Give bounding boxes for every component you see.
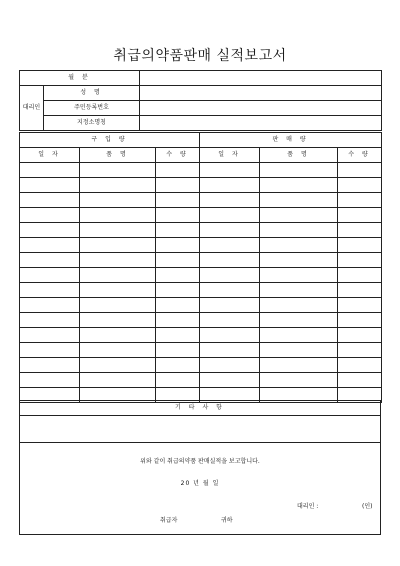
table-row (20, 178, 382, 193)
table-cell[interactable] (20, 178, 80, 193)
table-row (20, 343, 382, 358)
table-row (20, 208, 382, 223)
table-cell[interactable] (260, 178, 338, 193)
table-cell[interactable] (338, 298, 382, 313)
table-cell[interactable] (338, 223, 382, 238)
table-cell[interactable] (338, 313, 382, 328)
table-cell[interactable] (20, 358, 80, 373)
table-cell[interactable] (200, 343, 260, 358)
table-cell[interactable] (156, 298, 200, 313)
table-row (20, 298, 382, 313)
table-row (20, 283, 382, 298)
table-cell[interactable] (156, 253, 200, 268)
table-cell[interactable] (80, 373, 156, 388)
col-purchase-date: 일 자 (20, 148, 80, 163)
table-cell[interactable] (260, 163, 338, 178)
table-cell[interactable] (200, 253, 260, 268)
table-row (20, 268, 382, 283)
table-cell[interactable] (156, 373, 200, 388)
table-cell[interactable] (338, 208, 382, 223)
table-cell[interactable] (338, 268, 382, 283)
table-cell[interactable] (20, 208, 80, 223)
table-cell[interactable] (260, 328, 338, 343)
table-row (20, 313, 382, 328)
table-cell[interactable] (338, 163, 382, 178)
table-cell[interactable] (200, 193, 260, 208)
table-cell[interactable] (80, 268, 156, 283)
table-cell[interactable] (80, 328, 156, 343)
table-cell[interactable] (260, 193, 338, 208)
table-cell[interactable] (156, 313, 200, 328)
table-cell[interactable] (338, 373, 382, 388)
table-cell[interactable] (20, 313, 80, 328)
table-cell[interactable] (200, 208, 260, 223)
table-cell[interactable] (156, 343, 200, 358)
table-cell[interactable] (260, 358, 338, 373)
page-title: 취급의약품판매 실적보고서 (113, 48, 287, 64)
col-purchase-qty: 수 량 (156, 148, 200, 163)
table-cell[interactable] (80, 343, 156, 358)
table-cell[interactable] (20, 253, 80, 268)
table-cell[interactable] (156, 238, 200, 253)
table-row (20, 253, 382, 268)
table-cell[interactable] (20, 268, 80, 283)
table-row (20, 163, 382, 178)
table-cell[interactable] (156, 163, 200, 178)
table-cell[interactable] (80, 238, 156, 253)
col-sales-date: 일 자 (200, 148, 260, 163)
table-cell[interactable] (338, 253, 382, 268)
office-field[interactable] (140, 116, 382, 131)
table-cell[interactable] (260, 208, 338, 223)
table-cell[interactable] (200, 373, 260, 388)
table-row (20, 238, 382, 253)
table-row (20, 223, 382, 238)
office-label: 지정소명칭 (44, 116, 140, 131)
remarks-field[interactable] (20, 416, 380, 443)
table-cell[interactable] (200, 238, 260, 253)
table-cell[interactable] (338, 283, 382, 298)
table-cell[interactable] (200, 358, 260, 373)
table-cell[interactable] (20, 283, 80, 298)
table-cell[interactable] (80, 358, 156, 373)
table-row (20, 373, 382, 388)
remarks-label: 기 타 사 항 (20, 401, 380, 416)
recipient-label: 취급자 (160, 517, 178, 524)
agent-sign-label: 대리인 : (297, 503, 319, 510)
sales-record-table (19, 132, 382, 403)
statement-text: 위와 같이 취급의약품 판매실적을 보고합니다. (140, 458, 260, 465)
remarks-section (19, 400, 381, 535)
table-cell[interactable] (200, 163, 260, 178)
table-cell[interactable] (260, 223, 338, 238)
table-cell[interactable] (338, 193, 382, 208)
agent-label: 대리인 (20, 86, 44, 131)
table-cell[interactable] (80, 193, 156, 208)
name-label: 성 명 (44, 86, 140, 101)
table-cell[interactable] (200, 313, 260, 328)
table-cell[interactable] (260, 298, 338, 313)
table-cell[interactable] (338, 343, 382, 358)
table-row (20, 328, 382, 343)
table-cell[interactable] (338, 328, 382, 343)
table-cell[interactable] (80, 163, 156, 178)
table-cell[interactable] (80, 223, 156, 238)
table-cell[interactable] (200, 268, 260, 283)
table-cell[interactable] (156, 358, 200, 373)
rrn-field[interactable] (140, 101, 382, 116)
table-cell[interactable] (80, 178, 156, 193)
table-cell[interactable] (156, 223, 200, 238)
table-cell[interactable] (260, 268, 338, 283)
table-cell[interactable] (200, 223, 260, 238)
table-cell[interactable] (80, 253, 156, 268)
table-cell[interactable] (20, 343, 80, 358)
col-sales-item: 품 명 (260, 148, 338, 163)
table-cell[interactable] (20, 163, 80, 178)
table-cell[interactable] (20, 223, 80, 238)
table-cell[interactable] (20, 298, 80, 313)
sales-header: 판 매 량 (200, 133, 382, 148)
month-field[interactable] (140, 71, 382, 86)
table-cell[interactable] (338, 358, 382, 373)
date-line: 20 년 월 일 (180, 480, 220, 487)
table-cell[interactable] (80, 283, 156, 298)
purchase-header: 구 입 량 (20, 133, 200, 148)
table-cell[interactable] (20, 238, 80, 253)
table-cell[interactable] (200, 283, 260, 298)
table-cell[interactable] (156, 208, 200, 223)
table-cell[interactable] (338, 238, 382, 253)
table-cell[interactable] (260, 343, 338, 358)
table-cell[interactable] (200, 178, 260, 193)
honorific-label: 귀하 (221, 517, 233, 524)
month-label: 월 분 (20, 71, 140, 86)
rrn-label: 주민등록번호 (44, 101, 140, 116)
col-purchase-item: 품 명 (80, 148, 156, 163)
table-cell[interactable] (260, 313, 338, 328)
table-cell[interactable] (260, 373, 338, 388)
table-cell[interactable] (20, 193, 80, 208)
table-cell[interactable] (80, 298, 156, 313)
table-cell[interactable] (260, 283, 338, 298)
agent-info-table (19, 70, 382, 131)
name-field[interactable] (140, 86, 382, 101)
table-cell[interactable] (80, 208, 156, 223)
col-sales-qty: 수 량 (338, 148, 382, 163)
table-cell[interactable] (156, 328, 200, 343)
seal-mark: (인) (362, 503, 373, 510)
table-cell[interactable] (156, 193, 200, 208)
table-cell[interactable] (156, 283, 200, 298)
table-cell[interactable] (338, 178, 382, 193)
table-cell[interactable] (260, 238, 338, 253)
table-cell[interactable] (80, 313, 156, 328)
table-cell[interactable] (20, 373, 80, 388)
table-cell[interactable] (156, 268, 200, 283)
table-row (20, 193, 382, 208)
table-cell[interactable] (20, 328, 80, 343)
table-cell[interactable] (260, 253, 338, 268)
table-cell[interactable] (156, 178, 200, 193)
table-row (20, 358, 382, 373)
table-cell[interactable] (200, 328, 260, 343)
table-cell[interactable] (200, 298, 260, 313)
